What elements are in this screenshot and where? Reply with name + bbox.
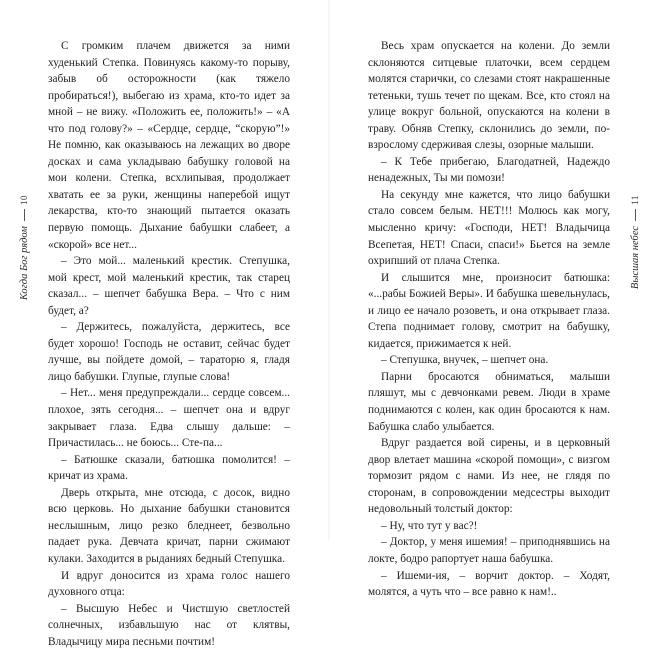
paragraph: – Ну, что тут у вас?!	[381, 519, 478, 532]
paragraph: – К Тебе прибегаю, Благодатней, Надеждо ненадежных, Ты ми помози!	[368, 155, 610, 185]
left-page	[0, 0, 329, 648]
paragraph: С громким плачем движется за ними худенький Степка. Повинуясь какому-то порыву, забыв об осторожности (как тяжело пробираться!), выбегаю из храма, кто-то идет за мной – не вижу. «Положить ее, положить!» – «А что под голову?» – «Сердце, сердце, “скорую”!» Не помню, как оказываюсь на лежащих во дворе досках и сама укладываю бабушку головой на мои колени. Степка, всхлипывая, продолжает хватать ее за руки, женщины наперебой ищут лекарства, кто-то знающий пытается оказать первую помощь. Дыхание бабушки слабеет, а «скорой» все нет...	[48, 40, 290, 251]
paragraph: Весь храм опускается на колени. До земли склоняются ситцевые платочки, всем сердцем молятся старички, со слезами стоят накрашенные тетеньки, тушь течет по щекам. Все, кто стоял на улице вокруг больной, опускаются на колени в траву. Обняв Степку, склонились до земли, по-взрослому сдерживая слезы, озорные малыши.	[368, 40, 610, 152]
right-page	[330, 0, 659, 599]
folio-rule	[24, 209, 25, 221]
paragraph: – Ишеми-ия, – ворчит доктор. – Ходят, молятся, а чуть что – все равно к нам!..	[368, 569, 610, 599]
paragraph: – Высшую Небес и Чистшую светлостей солнечных, избавльшую нас от клятвы, Владычицу мира песньми почтим!	[48, 602, 290, 648]
paragraph: И вдруг доносится из храма голос нашего духовного отца:	[48, 569, 290, 599]
left-running-head	[14, 195, 34, 300]
paragraph: – Батюшке сказали, батюшка помолится! – кричат из храма.	[48, 453, 290, 483]
left-page-text	[48, 38, 290, 650]
right-page-text	[368, 38, 610, 601]
paragraph: – Это мой... маленький крестик. Степушка, мой крест, мой маленький крестик, так старец сказал... – шепчет бабушка Вера. – Что с ним будет, а?	[48, 255, 290, 317]
page-number: 11	[629, 195, 640, 205]
paragraph: Вдруг раздается вой сирены, и в церковный двор влетает машина «скорой помощи», с визгом тормозит рядом с нами. Из нее, не глядя по сторонам, в сопровождении медсестры выходит недовольный толстый доктор:	[368, 437, 610, 516]
paragraph: – Степушка, внучек, – шепчет она.	[381, 354, 549, 367]
folio-rule	[635, 209, 636, 221]
paragraph: На секунду мне кажется, что лицо бабушки стало совсем белым. НЕТ!!! Молюсь как могу, мысленно кричу: «Господи, НЕТ! Владычица Всепетая, НЕТ! Спаси, спаси!» Бьется на земле охрипший от плача Степка.	[368, 188, 610, 268]
paragraph: Дверь открыта, мне отсюда, с досок, видно всю церковь. Но дыхание бабушки становится неслышным, лицо резко бледнеет, безвольно падает рука. Девчата кричат, парни сжимают кулаки. Заходится в рыданиях бедный Степушка.	[48, 486, 290, 565]
running-head-title: Высшая небес	[629, 226, 641, 290]
paragraph: – Доктор, у меня ишемия! – приподнявшись на локте, бодро рапортует наша бабушка.	[368, 536, 610, 565]
paragraph: – Держитесь, пожалуйста, держитесь, все будет хорошо! Господь не оставит, сейчас будет лучше, вы пойдете домой, – тараторю я, гладя лицо бабушки. Глупые, глупые слова!	[48, 321, 290, 383]
paragraph: Парни бросаются обниматься, малыши пляшут, мы с девчонками ревем. Люди в храме поднимаются с колен, как один бросаются к нам. Бабушка слабо улыбается.	[368, 370, 610, 433]
paragraph: И слышится мне, произносит батюшка: «...рабы Божией Веры». И бабушка шевельнулась, и лицо ее начало розоветь, и она открывает глаза. Степа поднимает голову, смотрит на бабушку, кидается, прижимается к ней.	[368, 271, 610, 350]
right-running-head	[625, 195, 645, 289]
page-number: 10	[19, 195, 29, 205]
running-head-title: Когда Бог рядом	[18, 226, 30, 301]
paragraph: – Нет... меня предупреждали... сердце совсем... плохое, зять сегодня... – шепчет она и вдруг закрывает глаза. Едва слышу дальше: – Причастилась... не боюсь... Сте-па...	[48, 387, 290, 450]
